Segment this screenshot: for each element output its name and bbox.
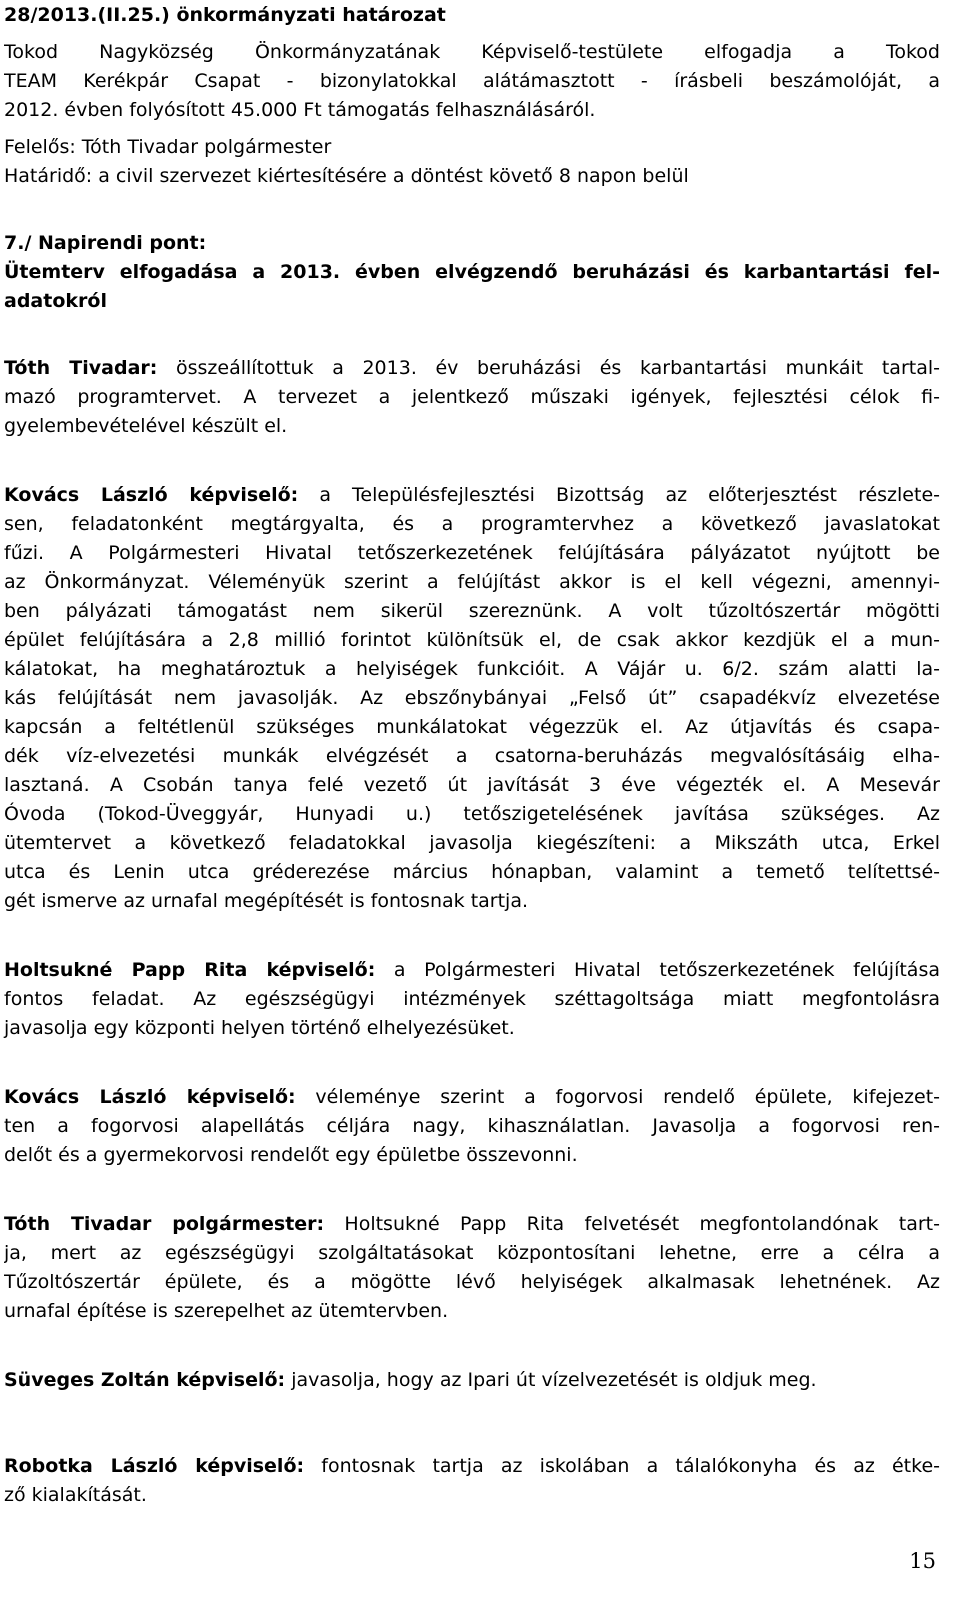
spacer	[4, 30, 940, 38]
paragraph-line: mazó programtervet. A tervezet a jelentkező műszaki igények, fejlesztési célok fi-	[4, 386, 940, 408]
paragraph-line: utca és Lenin utca gréderezése március hónapban, valamint a temető telítettsé-	[4, 861, 940, 883]
paragraph-line: az Önkormányzat. Véleményük szerint a felújítást akkor is el kell végezni, amennyi-	[4, 571, 940, 593]
paragraph-text: a Településfejlesztési Bizottság az előterjesztést részlete-	[298, 484, 940, 506]
resolution-line: 2012. évben folyósított 45.000 Ft támogatás felhasználásáról.	[4, 99, 596, 121]
deadline-line: Határidő: a civil szervezet kiértesítésére a döntést követő 8 napon belül	[4, 165, 689, 187]
paragraph-line: ten a fogorvosi alapellátás céljára nagy, kihasználatlan. Javasolja a fogorvosi ren-	[4, 1115, 940, 1137]
paragraph-text: a Polgármesteri Hivatal tetőszerkezetének felújítása	[375, 959, 940, 981]
spacer	[4, 125, 940, 133]
speaker-name: Holtsukné Papp Rita képviselő:	[4, 959, 376, 981]
spacer	[4, 916, 940, 956]
agenda-title-line: adatokról	[4, 290, 107, 312]
paragraph	[4, 354, 940, 441]
paragraph-line	[4, 1210, 940, 1239]
paragraph-line: ja, mert az egészségügyi szolgáltatásokat központosítani lehetne, erre a célra a	[4, 1242, 940, 1264]
resolution-title: 28/2013.(II.25.) önkormányzati határozat	[4, 4, 446, 26]
paragraph-line	[4, 1366, 940, 1395]
paragraph-line: Óvoda (Tokod-Üveggyár, Hunyadi u.) tetőszigetelésének javítása szükséges. Az	[4, 803, 940, 825]
document-page	[4, 0, 940, 1510]
speaker-name: Kovács László képviselő:	[4, 484, 299, 506]
paragraph	[4, 1366, 940, 1395]
speaker-name: Kovács László képviselő:	[4, 1086, 296, 1108]
spacer	[4, 316, 940, 354]
paragraph-text: összeállítottuk a 2013. év beruházási és karbantartási munkáit tartal-	[157, 357, 940, 379]
paragraph-line: lasztaná. A Csobán tanya felé vezető út javítását 3 éve végezték el. A Mesevár	[4, 774, 940, 796]
speaker-name: Tóth Tivadar:	[4, 357, 158, 379]
paragraph-line: ző kialakítását.	[4, 1484, 147, 1506]
paragraph-line: épület felújítására a 2,8 millió forintot különítsük el, de csak akkor kezdjük el a mun-	[4, 629, 940, 651]
spacer	[4, 1326, 940, 1366]
speaker-name: Robotka László képviselő:	[4, 1455, 305, 1477]
paragraph-text: Holtsukné Papp Rita felvetését megfontolandónak tart-	[324, 1213, 940, 1235]
paragraph-line: gét ismerve az urnafal megépítését is fontosnak tartja.	[4, 890, 529, 912]
paragraph-line: fontos feladat. Az egészségügyi intézmények széttagoltsága miatt megfontolásra	[4, 988, 940, 1010]
paragraph-line: fűzi. A Polgármesteri Hivatal tetőszerkezetének felújítására pályázatot nyújtott be	[4, 542, 940, 564]
page-number: 15	[909, 1549, 936, 1573]
paragraph-line	[4, 956, 940, 985]
paragraph-line	[4, 1083, 940, 1112]
responsible-line: Felelős: Tóth Tivadar polgármester	[4, 136, 332, 158]
paragraph-line: urnafal építése is szerepelhet az ütemtervben.	[4, 1300, 449, 1322]
paragraph-text: javasolja, hogy az Ipari út vízelvezetését is oldjuk meg.	[285, 1369, 817, 1391]
paragraph-line: ütemtervet a következő feladatokkal javasolja kiegészíteni: a Mikszáth utca, Erkel	[4, 832, 940, 854]
paragraph-line: delőt és a gyermekorvosi rendelőt egy épületbe összevonni.	[4, 1144, 578, 1166]
paragraph-line: gyelembevételével készült el.	[4, 415, 288, 437]
paragraph-line: ben pályázati támogatást nem sikerül szereznünk. A volt tűzoltószertár mögötti	[4, 600, 940, 622]
speaker-name: Süveges Zoltán képviselő:	[4, 1369, 286, 1391]
paragraph-line: kapcsán a feltétlenül szükséges munkálatokat végezzük el. Az útjavítás és csapa-	[4, 716, 940, 738]
paragraph-text: fontosnak tartja az iskolában a tálalókonyha és az étke-	[304, 1455, 940, 1477]
paragraph-line	[4, 354, 940, 383]
paragraph	[4, 1210, 940, 1326]
speaker-name: Tóth Tivadar polgármester:	[4, 1213, 325, 1235]
spacer	[4, 1395, 940, 1452]
paragraph-line: dék víz-elvezetési munkák elvégzését a csatorna-beruházás megvalósításáig elha-	[4, 745, 940, 767]
paragraph-line: javasolja egy központi helyen történő elhelyezésüket.	[4, 1017, 515, 1039]
paragraph	[4, 1083, 940, 1170]
agenda-point: 7./ Napirendi pont:	[4, 232, 207, 254]
paragraph-line: kás felújítását nem javasolják. Az ebszőnybányai „Felső út” csapadékvíz elvezetése	[4, 687, 940, 709]
spacer	[4, 441, 940, 481]
paragraph-line: sen, feladatonként megtárgyalta, és a programtervhez a következő javaslatokat	[4, 513, 940, 535]
paragraph-text: véleménye szerint a fogorvosi rendelő épülete, kifejezet-	[295, 1086, 940, 1108]
resolution-text	[4, 38, 940, 125]
paragraph-line: kálatokat, ha meghatároztuk a helyiségek funkcióit. A Vájár u. 6/2. szám alatti la-	[4, 658, 940, 680]
resolution-line: Tokod Nagyközség Önkormányzatának Képviselő-testülete elfogadja a Tokod	[4, 41, 940, 63]
spacer	[4, 1043, 940, 1083]
paragraph	[4, 481, 940, 916]
spacer	[4, 1170, 940, 1210]
paragraph-line: Tűzoltószertár épülete, és a mögötte lévő helyiségek alkalmasak lehetnének. Az	[4, 1271, 940, 1293]
spacer	[4, 191, 940, 229]
resolution-line: TEAM Kerékpár Csapat - bizonylatokkal alátámasztott - írásbeli beszámolóját, a	[4, 70, 940, 92]
paragraph-line	[4, 1452, 940, 1481]
paragraph-line	[4, 481, 940, 510]
agenda-title-line: Ütemterv elfogadása a 2013. évben elvégzendő beruházási és karbantartási fel-	[4, 261, 940, 283]
paragraph	[4, 956, 940, 1043]
paragraph	[4, 1452, 940, 1510]
